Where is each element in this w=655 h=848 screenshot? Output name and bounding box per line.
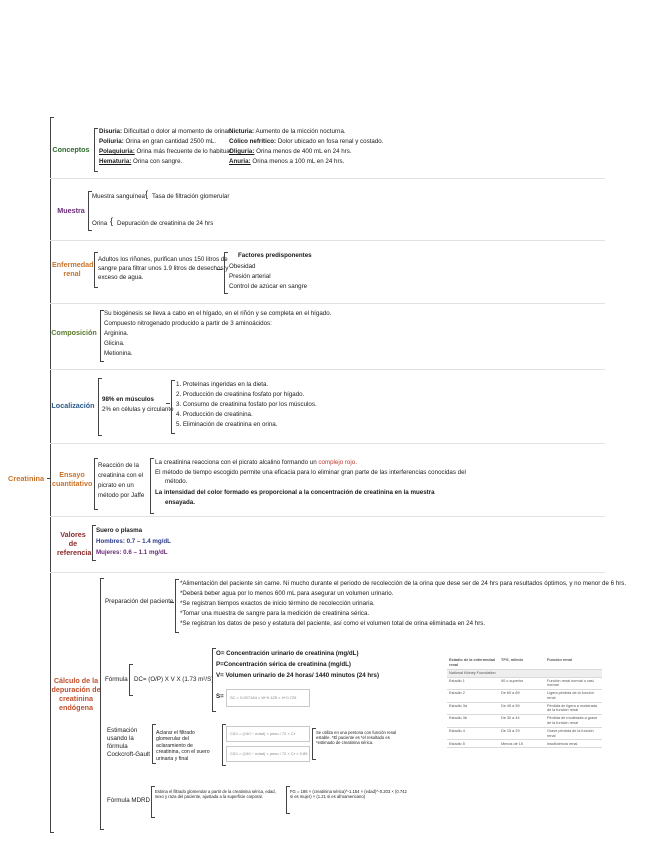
table-cell: De 60 a 89: [499, 690, 545, 703]
surface-area-formula: [226, 689, 310, 707]
ensayo-line: método.: [165, 478, 188, 485]
formula-legend: V= Volumen urinario de 24 horas/ 1440 minutos (24 hrs): [216, 672, 380, 679]
localizacion-left: 98% en músculos: [102, 396, 154, 403]
separator: [50, 240, 605, 241]
factor-item: Obesidad: [229, 263, 256, 270]
calculo-heading: Cálculo de la depuración de creatinina endógena: [51, 676, 101, 712]
composicion-line: Glicina.: [104, 340, 125, 347]
ensayo-highlight: complejo rojo.: [318, 459, 357, 466]
brace: {: [110, 216, 114, 226]
factores-title: Factores predisponentes: [238, 252, 312, 259]
concept-item: Cólico nefrítico: Dolor ubicado en fosa renal y costado.: [229, 138, 384, 145]
muestra-sangre-label: Muestra sanguínea: [92, 193, 145, 200]
localizacion-heading: Localización: [51, 401, 95, 410]
connector: [170, 602, 174, 603]
preparacion-line: *Alimentación del paciente sin carne. Ni mucho durante el periodo de recolección de la orina que dese ser de 24 hrs para resultados óptimos, y no menor de 6 hrs.: [180, 580, 627, 587]
step-item: 1. Proteínas ingeridas en la dieta.: [176, 381, 269, 388]
muestra-sangre-desc: Tasa de filtración glomerular: [152, 193, 230, 200]
preparacion-bracket: [175, 579, 179, 633]
ensayo-left: método por Jaffe: [98, 492, 145, 499]
step-item: 3. Consumo de creatinina fosfato por los músculos.: [176, 401, 317, 408]
formula-legend-bracket: [212, 648, 216, 712]
preparacion-line: *Tomar una muestra de sangre para la medición de creatinina sérica.: [180, 610, 370, 617]
cockcroft-label: Estimación usando la fórmula Cockcroft-Gault: [107, 727, 150, 758]
cockcroft-formula-female-text: ClCr = (140 − edad) × peso / 72 × Cr × 0.85: [230, 751, 308, 756]
composicion-heading: Composición: [51, 328, 97, 337]
separator: [50, 516, 605, 517]
composicion-line: Metionina.: [104, 350, 133, 357]
concept-item: Hematuria: Orina con sangre.: [99, 158, 183, 165]
table-header-row: [447, 657, 602, 669]
table-org-row: [447, 669, 602, 677]
table-row: [447, 740, 602, 748]
factores-bracket: [224, 252, 228, 294]
muestra-orina-desc: Depuración de creatinina de 24 hrs: [117, 220, 214, 227]
valores-mujeres: Mujeres: 0.6 – 1.1 mg/dL: [96, 549, 168, 556]
step-item: 2. Producción de creatinina fosfato por hígado.: [176, 391, 305, 398]
enfermedad-heading: Enfermedad renal: [52, 260, 94, 278]
formula-s-label: S=: [216, 693, 224, 700]
table-header: Estadio de la enfermedad renal: [447, 657, 499, 669]
table-header: TFG, ml/min: [499, 657, 545, 669]
table-cell: Estadio 4: [447, 727, 499, 740]
valores-title: Suero o plasma: [96, 527, 143, 534]
table-cell: Estadio 2: [447, 690, 499, 703]
root-label: Creatinina: [8, 474, 45, 483]
table-row: [447, 702, 602, 715]
cockcroft-formula-male-text: ClCr = (140 − edad) × peso / 72 × Cr: [230, 731, 296, 736]
table-row: [447, 715, 602, 728]
ensayo-left: Reacción de la: [98, 462, 139, 469]
mdrd-label: Fórmula MDRD: [107, 797, 150, 804]
calculo-bracket: [100, 578, 104, 830]
enfermedad-text: sangre para filtrar unos 1.9 litros de desechos y: [98, 265, 229, 272]
table-cell: De 15 a 29: [499, 727, 545, 740]
separator: [50, 369, 605, 370]
table-cell: De 30 a 44: [499, 715, 545, 728]
composicion-line: Su biogénesis se lleva a cabo en el hígado, en el riñón y se completa en el hígado.: [104, 310, 332, 317]
table-cell: Estadio 3a: [447, 702, 499, 715]
conceptos-heading: Conceptos: [52, 145, 90, 154]
mdrd-result: FG = 186 × (creatinina sérica)^-1.154 × (edad)^-0.203 × (0.742 si es mujer) × (1.21 si es afroamericano): [290, 789, 407, 800]
cockcroft-result: Se utiliza en una persona con función renal estable. *El paciente es *el resultado es *estimado de creatinina sérica.: [316, 730, 397, 746]
ensayo-heading: Ensayo cuantitativo: [52, 470, 93, 488]
factor-item: Presión arterial: [229, 273, 271, 280]
table-cell: De 45 a 59: [499, 702, 545, 715]
table-cell: Pérdida de moderada a grave de la función renal: [545, 715, 602, 728]
table-cell: Ligera pérdida de la función renal: [545, 690, 602, 703]
formula-legend: P=Concentración sérica de creatinina (mg/dL): [216, 661, 351, 668]
steps-bracket: [171, 380, 175, 434]
preparacion-line: *Deberá beber agua por lo menos 600 mL para asegurar un volumen urinario.: [180, 590, 394, 597]
composicion-line: Arginina.: [104, 330, 129, 337]
table-cell: Estadio 3b: [447, 715, 499, 728]
enfermedad-text: Adultos los riñones, purifican unos 150 litros de: [98, 256, 228, 263]
ensayo-left: picrato en un: [98, 482, 134, 489]
table-cell: Estadio 5: [447, 740, 499, 748]
formula-legend: O= Concentración urinario de creatinina (mg/dL): [216, 650, 359, 657]
composicion-line: Compuesto nitrogenado producido a partir de 3 aminoácidos:: [104, 320, 272, 327]
brace: {: [145, 189, 149, 199]
concept-item: Oliguria: Orina menos de 400 mL en 24 hrs.: [229, 148, 352, 155]
formula-bracket: [129, 664, 133, 696]
localizacion-left: 2% en células y circulante: [102, 406, 174, 413]
separator: [50, 572, 605, 573]
connector: [217, 269, 222, 270]
table-cell: Grave pérdida de la función renal: [545, 727, 602, 740]
table-row: [447, 677, 602, 690]
table-row: [447, 690, 602, 703]
concept-item: Poliuria: Orina en gran cantidad 2500 mL.: [99, 138, 216, 145]
table-header: Función renal: [545, 657, 602, 669]
conceptos-bracket: [94, 128, 98, 172]
formula-expression: DC= (O/P) X V X (1.73 m²/S): [134, 676, 214, 683]
table-cell: Pérdida de ligera a moderada de la función renal: [545, 702, 602, 715]
valores-heading: Valores de referencia: [57, 530, 92, 557]
table-org: National Kidney Foundation: [447, 669, 602, 677]
valores-hombres: Hombres: 0.7 – 1.4 mg/dL: [96, 538, 171, 545]
surface-area-formula-text: SC = 0.007184 × W^0.425 × H^0.725: [230, 695, 297, 700]
separator: [50, 303, 605, 304]
table-cell: Función renal normal o casi normal: [545, 677, 602, 690]
ensayo-line: La creatinina reacciona con el picrato alcalino formando un complejo rojo.: [155, 459, 357, 466]
ensayo-line: La intensidad del color formado es proporcional a la concentración de creatinina en la muestra: [155, 489, 435, 496]
formula-label: Fórmula: [105, 676, 128, 683]
connector: [166, 403, 170, 404]
table-cell: Menos de 15: [499, 740, 545, 748]
ckd-stages-table: [447, 657, 602, 748]
muestra-heading: Muestra: [57, 206, 85, 215]
table-cell: 90 o superior: [499, 677, 545, 690]
table-cell: Estadio 1: [447, 677, 499, 690]
mdrd-desc: Estima el filtrado glomerular a partir de la creatinina sérica, edad, sexo y raza del paciente, ajustada a la superficie corporal.: [155, 789, 276, 800]
ensayo-line: El método de tiempo escogido permite una eficacia para lo eliminar gran parte de las interferencias conocidas del: [155, 469, 466, 476]
ensayo-left: creatinina con el: [98, 472, 144, 479]
ensayo-right-bracket: [150, 458, 154, 514]
cockcroft-formula-female: [226, 746, 310, 762]
concept-item: Disuria: Dificultad o dolor al momento de orinar.: [99, 128, 232, 135]
enfermedad-text: exceso de agua.: [98, 274, 144, 281]
step-item: 4. Producción de creatinina.: [176, 411, 253, 418]
concept-item: Polaquiuria: Orina más frecuente de lo habitual.: [99, 148, 233, 155]
separator: [50, 178, 605, 179]
separator: [50, 443, 605, 444]
concept-item: Anuria: Orina menos a 100 mL en 24 hrs.: [229, 158, 345, 165]
preparacion-line: *Se registran tiempos exactos de inicio término de recolección urinaria.: [180, 600, 375, 607]
cockcroft-formula-male: [226, 726, 310, 742]
factor-item: Control de azúcar en sangre: [229, 283, 308, 290]
cockcroft-desc: Aclarar el filtrado glomerular del aclaramiento de creatinina, con el suero urinaria y final: [156, 730, 210, 762]
step-item: 5. Eliminación de creatinina en orina.: [176, 421, 278, 428]
concept-item: Nicturia: Aumento de la micción nocturna.: [229, 128, 346, 135]
ensayo-line: ensayada.: [165, 499, 195, 506]
preparacion-label: Preparación del paciente: [105, 598, 174, 605]
muestra-orina-label: Orina: [92, 220, 108, 227]
table-cell: Insuficiencia renal: [545, 740, 602, 748]
preparacion-line: *Se registran los datos de peso y estatura del paciente, así como el volumen total de orina eliminada en 24 hrs.: [180, 620, 486, 627]
table-row: [447, 727, 602, 740]
